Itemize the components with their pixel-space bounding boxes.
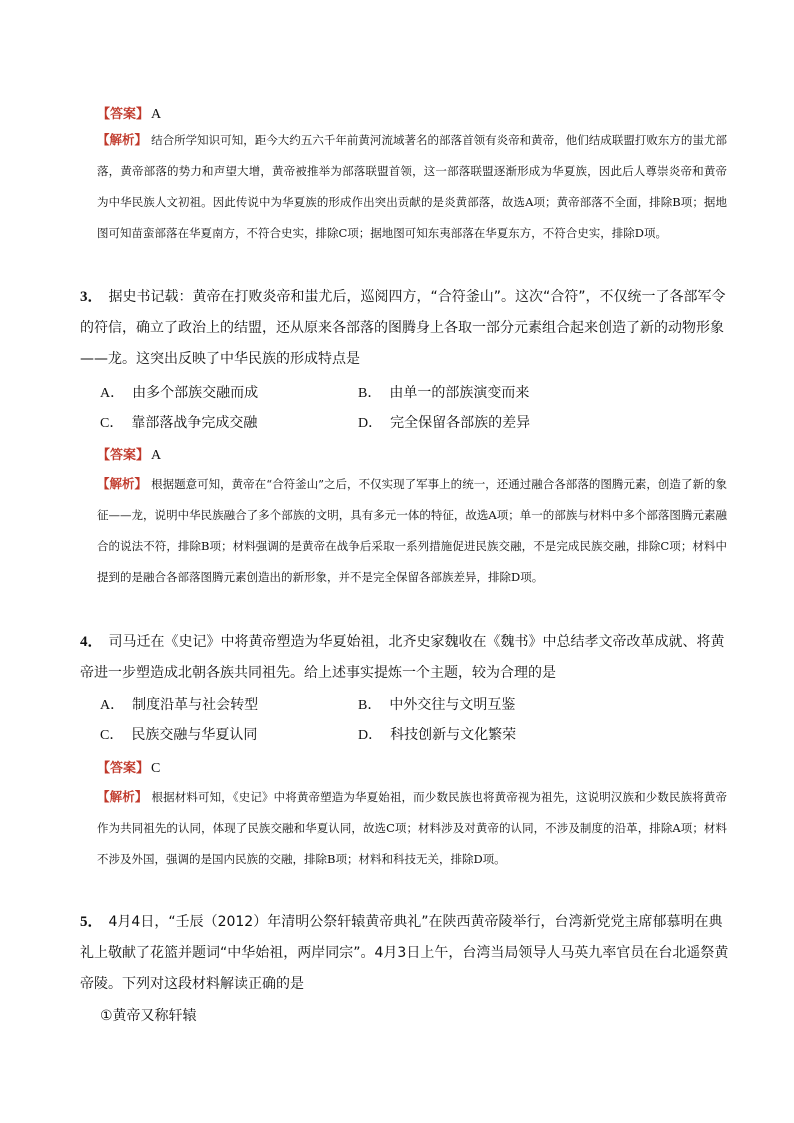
- option-b[interactable]: [358, 382, 529, 402]
- option-text: 由单一的部族演变而来: [389, 385, 530, 401]
- option-letter: A．: [100, 386, 125, 401]
- answer-tag: 【答案】: [97, 448, 150, 463]
- option-text: 科技创新与文化繁荣: [390, 727, 517, 743]
- answer-line-4: [97, 757, 160, 777]
- option-c[interactable]: [100, 724, 257, 744]
- explanation-text: 根据题意可知，黄帝在“合符釜山”之后，不仅实现了军事上的统一，还通过融合各部落的图腾元素，创造了新的象征——龙，说明中华民族融合了多个部族的文明，具有多元一体的特征，故选A项；单一的部族与材料中多个部落图腾元素融合的说法不符，排除B项；材料强调的是黄帝在战争后采取一系列措施促进民族交融，不是完成民族交融，排除C项；材料中提到的是融合各部落图腾元素创造出的新形象，并不是完全保留各部族差异，排除D项。: [97, 477, 727, 584]
- option-letter: D．: [358, 416, 383, 431]
- option-letter: C．: [100, 416, 124, 431]
- option-letter: B．: [358, 386, 382, 401]
- question-text: 据史书记载：黄帝在打败炎帝和蚩尤后，巡阅四方，“合符釜山”。这次“合符”，不仅统一了各部军令的符信，确立了政治上的结盟，还从原来各部落的图腾身上各取一部分元素组合起来创造了新的动物形象——龙。这突出反映了中华民族的形成特点是: [80, 289, 726, 367]
- option-a[interactable]: [100, 694, 258, 714]
- option-text: 中外交往与文明互鉴: [389, 697, 516, 713]
- answer-tag: 【答案】: [97, 761, 150, 776]
- answer-line-1: [97, 103, 161, 123]
- answer-value: A: [151, 448, 162, 463]
- option-text: 完全保留各部族的差异: [390, 415, 531, 431]
- question-number: 4．: [80, 634, 103, 650]
- option-letter: B．: [358, 698, 382, 713]
- option-c[interactable]: [100, 412, 257, 432]
- answer-line-3: [97, 444, 161, 464]
- option-a[interactable]: [100, 382, 258, 402]
- option-text: 由多个部族交融而成: [132, 385, 259, 401]
- question-3: [80, 282, 730, 375]
- option-b[interactable]: [358, 694, 515, 714]
- question-text: 4月4日，“壬辰（2012）年清明公祭轩辕黄帝典礼”在陕西黄帝陵举行，台湾新党党主席郁慕明在典礼上敬献了花篮并题词“中华始祖，两岸同宗”。4月3日上午，台湾当局领导人马英九率官员在台北遥祭黄帝陵。下列对这段材料解读正确的是: [80, 914, 729, 992]
- explanation-3: [97, 468, 727, 593]
- answer-tag: 【答案】: [97, 107, 150, 122]
- question-4: [80, 627, 730, 689]
- question-text: 司马迁在《史记》中将黄帝塑造为华夏始祖，北齐史家魏收在《魏书》中总结孝文帝改革成就、将黄帝进一步塑造成北朝各族共同祖先。给上述事实提炼一个主题，较为合理的是: [80, 634, 725, 681]
- option-d[interactable]: [358, 724, 516, 744]
- question-number: 3．: [80, 289, 103, 305]
- option-text: 靠部落战争完成交融: [131, 415, 258, 431]
- explanation-4: [97, 781, 727, 875]
- option-letter: D．: [358, 728, 383, 743]
- explanation-tag: 【解析】: [97, 789, 148, 804]
- option-text: 制度沿革与社会转型: [132, 697, 259, 713]
- option-letter: A．: [100, 698, 125, 713]
- explanation-text: 结合所学知识可知，距今大约五六千年前黄河流域著名的部落首领有炎帝和黄帝，他们结成联盟打败东方的蚩尤部落，黄帝部落的势力和声望大增，黄帝被推举为部落联盟首领，这一部落联盟逐渐形成为华夏族，因此后人尊崇炎帝和黄帝为中华民族人文初祖。因此传说中为华夏族的形成作出突出贡献的是炎黄部落，故选A项；黄帝部落不全面，排除B项；据地图可知苗蛮部落在华夏南方，不符合史实，排除C项；据地图可知东夷部落在华夏东方，不符合史实，排除D项。: [97, 133, 727, 240]
- option-d[interactable]: [358, 412, 530, 432]
- explanation-tag: 【解析】: [97, 476, 148, 491]
- option-letter: C．: [100, 728, 124, 743]
- answer-value: A: [151, 107, 162, 122]
- explanation-text: 根据材料可知，《史记》中将黄帝塑造为华夏始祖，而少数民族也将黄帝视为祖先，这说明汉族和少数民族将黄帝作为共同祖先的认同，体现了民族交融和华夏认同，故选C项；材料涉及对黄帝的认同，不涉及制度的沿革，排除A项；材料不涉及外国，强调的是国内民族的交融，排除B项；材料和科技无关，排除D项。: [97, 790, 727, 866]
- answer-value: C: [151, 761, 161, 776]
- question-5: [80, 907, 730, 1000]
- explanation-1: [97, 124, 727, 249]
- statement-item-1: [100, 1005, 197, 1025]
- explanation-tag: 【解析】: [97, 132, 148, 147]
- question-number: 5．: [80, 914, 103, 930]
- statement-text: ①黄帝又称轩辕: [100, 1008, 197, 1024]
- option-text: 民族交融与华夏认同: [131, 727, 258, 743]
